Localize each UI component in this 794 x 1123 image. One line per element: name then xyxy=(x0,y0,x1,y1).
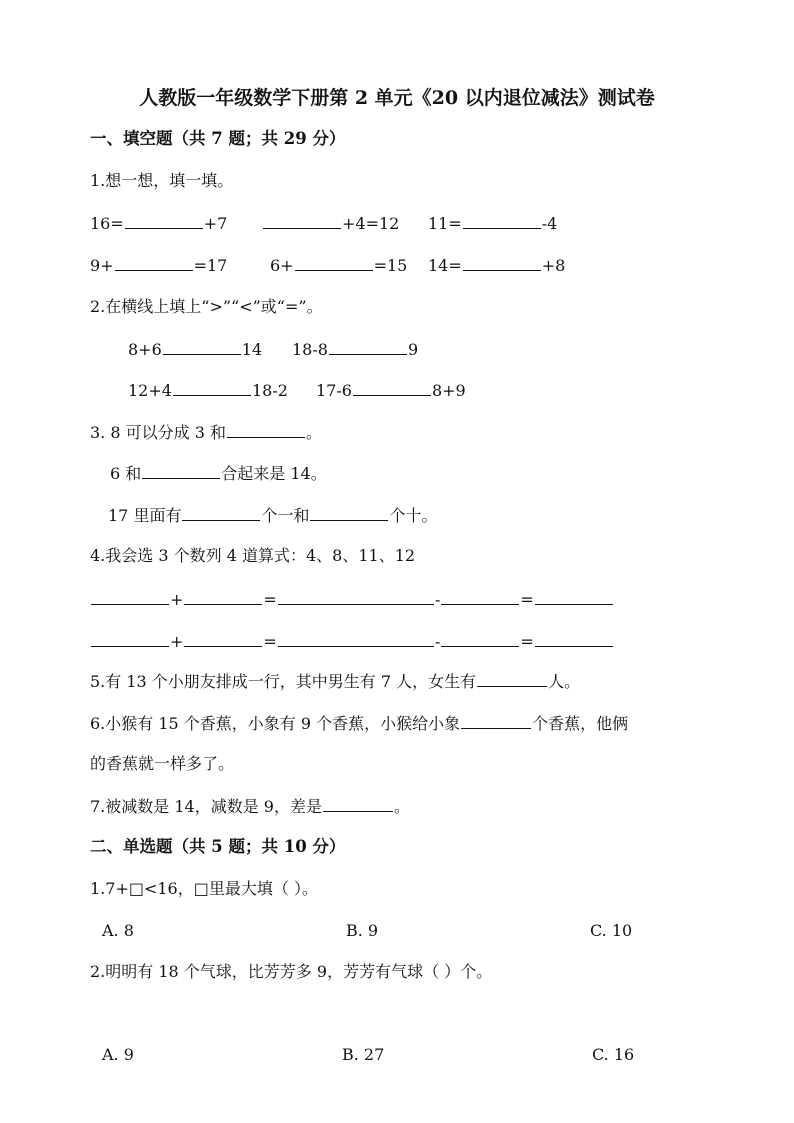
question-5: 5.有 13 个小朋友排成一行，其中男生有 7 人，女生有 人。 xyxy=(90,672,581,691)
mc-question-1-stem: 1.7+□<16，□里最大填（ ）。 xyxy=(90,879,318,898)
q2-item-4: 17-6 8+9 xyxy=(316,381,466,400)
mc-1-option-c[interactable]: C. 10 xyxy=(590,921,633,940)
question-6-line-2: 的香蕉就一样多了。 xyxy=(90,754,235,773)
q4-addition-2: + = xyxy=(90,630,357,653)
q2-item-1: 8+6 14 xyxy=(128,340,263,359)
answer-blank[interactable] xyxy=(535,630,613,647)
q2-item-2: 18-8 9 xyxy=(292,340,419,359)
answer-blank[interactable] xyxy=(356,630,434,647)
q2-item-3: 12+4 18-2 xyxy=(128,381,288,400)
q1-item-1: 16= +7 xyxy=(90,214,228,233)
answer-blank[interactable] xyxy=(142,462,220,479)
answer-blank[interactable] xyxy=(163,338,241,355)
answer-blank[interactable] xyxy=(477,670,547,687)
mc-1-option-a[interactable]: A. 8 xyxy=(102,921,134,940)
answer-blank[interactable] xyxy=(173,379,251,396)
question-1-stem: 1.想一想，填一填。 xyxy=(90,171,234,190)
q4-addition-1: + = xyxy=(90,588,357,611)
section-heading-fill-blank: 一、填空题（共 7 题；共 29 分） xyxy=(90,129,346,148)
mc-2-option-c[interactable]: C. 16 xyxy=(592,1045,635,1064)
q1-item-3: 11= -4 xyxy=(428,214,558,233)
answer-blank[interactable] xyxy=(323,795,393,812)
answer-blank[interactable] xyxy=(310,504,388,521)
answer-blank[interactable] xyxy=(125,212,203,229)
answer-blank[interactable] xyxy=(278,588,356,605)
answer-blank[interactable] xyxy=(91,588,169,605)
mc-1-option-b[interactable]: B. 9 xyxy=(346,921,379,940)
q1-item-6: 14= +8 xyxy=(428,256,566,275)
answer-blank[interactable] xyxy=(227,421,305,438)
answer-blank[interactable] xyxy=(353,379,431,396)
answer-blank[interactable] xyxy=(115,254,193,271)
answer-blank[interactable] xyxy=(184,588,262,605)
section-heading-single-choice: 二、单选题（共 5 题；共 10 分） xyxy=(90,837,346,856)
answer-blank[interactable] xyxy=(182,504,260,521)
mc-2-option-b[interactable]: B. 27 xyxy=(342,1045,385,1064)
answer-blank[interactable] xyxy=(441,588,519,605)
question-2-stem: 2.在横线上填上“>”“<”或“=”。 xyxy=(90,297,323,316)
question-4-stem: 4.我会选 3 个数列 4 道算式：4、8、11、12 xyxy=(90,546,416,565)
page-title: 人教版一年级数学下册第 2 单元《20 以内退位减法》测试卷 xyxy=(139,87,655,109)
q1-item-2: +4=12 xyxy=(262,212,399,235)
answer-blank[interactable] xyxy=(356,588,434,605)
q4-subtraction-2: - = xyxy=(355,630,614,653)
answer-blank[interactable] xyxy=(535,588,613,605)
question-3-line-3: 17 里面有 个一和 个十。 xyxy=(108,506,438,525)
answer-blank[interactable] xyxy=(463,212,541,229)
mc-question-2-stem: 2.明明有 18 个气球，比芳芳多 9，芳芳有气球（ ）个。 xyxy=(90,962,493,981)
q1-item-4: 9+ =17 xyxy=(90,256,228,275)
question-3-line-2: 6 和 合起来是 14。 xyxy=(110,464,327,483)
mc-2-option-a[interactable]: A. 9 xyxy=(102,1045,134,1064)
question-3-line-1: 3. 8 可以分成 3 和 。 xyxy=(90,423,322,442)
answer-blank[interactable] xyxy=(184,630,262,647)
answer-blank[interactable] xyxy=(278,630,356,647)
answer-blank[interactable] xyxy=(263,212,341,229)
question-6-line-1: 6.小猴有 15 个香蕉，小象有 9 个香蕉，小猴给小象 个香蕉，他俩 xyxy=(90,714,629,733)
answer-blank[interactable] xyxy=(463,254,541,271)
question-7: 7.被减数是 14，减数是 9，差是 。 xyxy=(90,797,410,816)
answer-blank[interactable] xyxy=(91,630,169,647)
q4-subtraction-1: - = xyxy=(355,588,614,611)
q1-item-5: 6+ =15 xyxy=(270,256,408,275)
answer-blank[interactable] xyxy=(461,712,531,729)
answer-blank[interactable] xyxy=(441,630,519,647)
answer-blank[interactable] xyxy=(295,254,373,271)
answer-blank[interactable] xyxy=(329,338,407,355)
